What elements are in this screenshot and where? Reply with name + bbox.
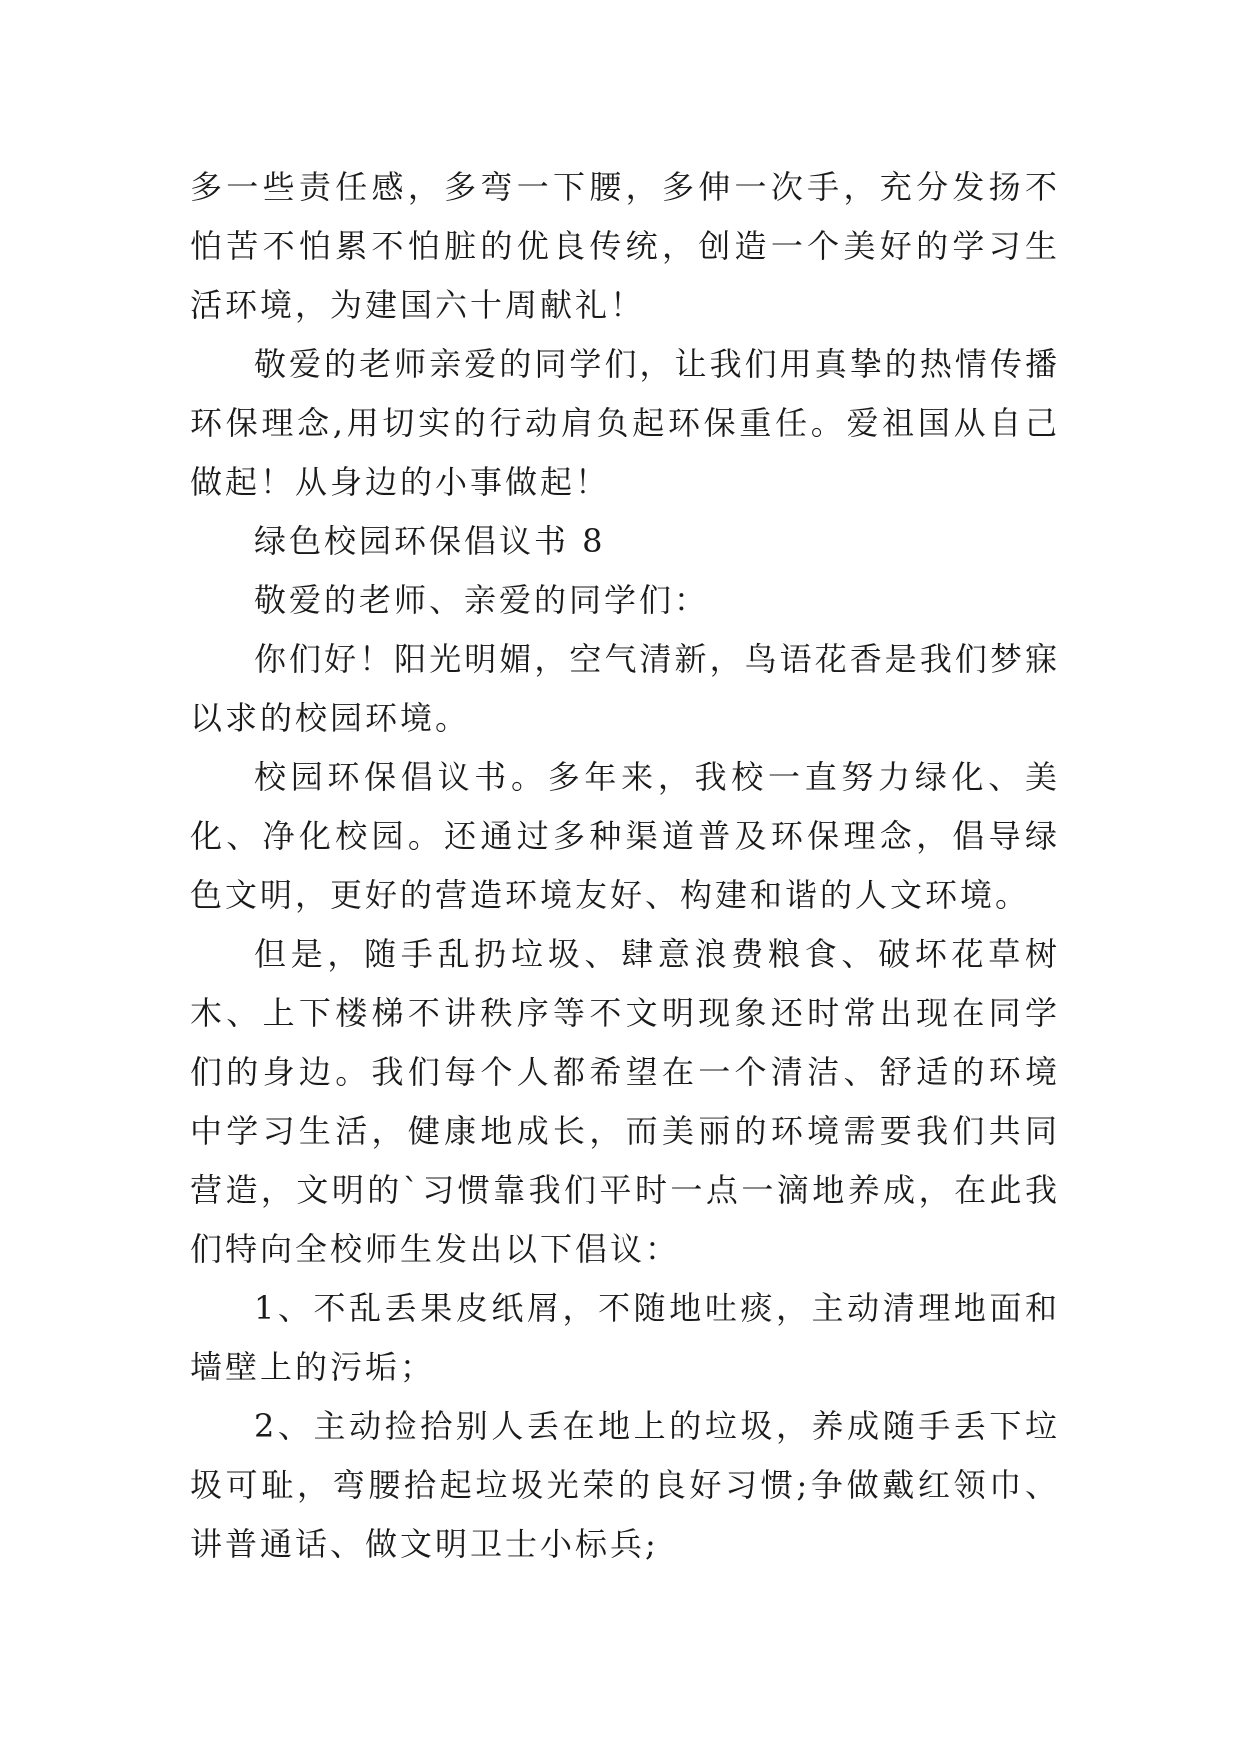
proposal-item-1: 1、不乱丢果皮纸屑，不随地吐痰，主动清理地面和墙壁上的污垢； [190, 1289, 1060, 1386]
section-heading: 绿色校园环保倡议书 8 [254, 522, 606, 560]
paragraph-intro: 校园环保倡议书。多年来，我校一直努力绿化、美化、净化校园。还通过多种渠道普及环保理念，倡导绿色文明，更好的营造环境友好、构建和谐的人文环境。 [190, 758, 1060, 914]
salutation: 敬爱的老师、亲爱的同学们： [254, 581, 710, 619]
proposal-item-2: 2、主动捡拾别人丢在地上的垃圾，养成随手丢下垃圾可耻，弯腰拾起垃圾光荣的良好习惯;争做戴红领巾、讲普通话、做文明卫士小标兵; [190, 1407, 1060, 1563]
paragraph-2: 敬爱的老师亲爱的同学们，让我们用真挚的热情传播环保理念,用切实的行动肩负起环保重任。爱祖国从自己做起！从身边的小事做起！ [190, 345, 1060, 501]
paragraph-greeting: 你们好！阳光明媚，空气清新，鸟语花香是我们梦寐以求的校园环境。 [190, 640, 1060, 737]
paragraph-problem: 但是，随手乱扔垃圾、肆意浪费粮食、破坏花草树木、上下楼梯不讲秩序等不文明现象还时常出现在同学们的身边。我们每个人都希望在一个清洁、舒适的环境中学习生活，健康地成长，而美丽的环境需要我们共同营造，文明的`习惯靠我们平时一点一滴地养成，在此我们特向全校师生发出以下倡议： [190, 935, 1060, 1268]
paragraph-1: 多一些责任感，多弯一下腰，多伸一次手，充分发扬不怕苦不怕累不怕脏的优良传统，创造一个美好的学习生活环境，为建国六十周献礼！ [190, 168, 1060, 324]
document-body [190, 158, 1060, 1574]
